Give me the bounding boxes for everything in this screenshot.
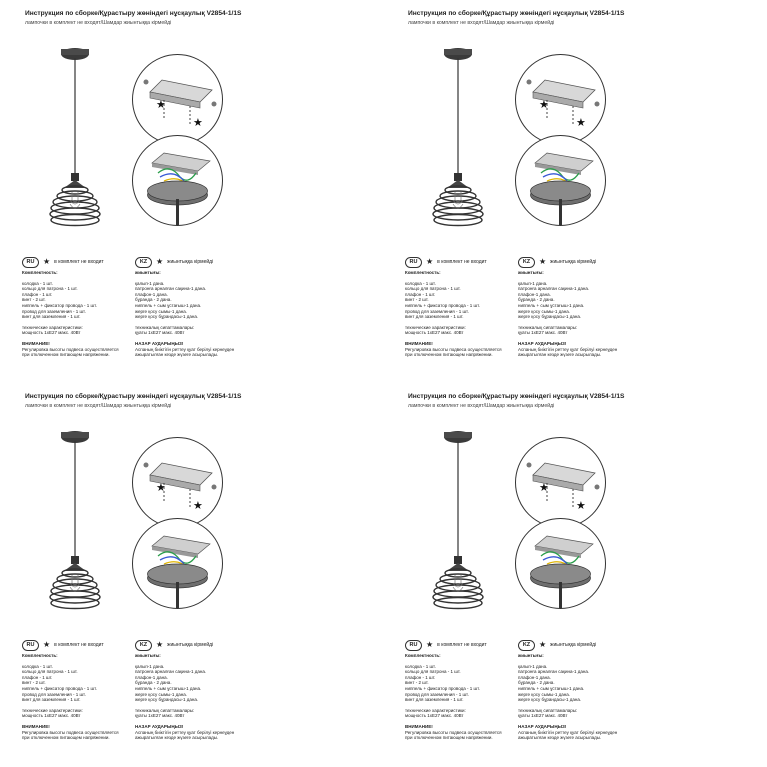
kz-item: жерге қосу сымы-1 дана. <box>135 691 187 697</box>
kz-item: қалып-1 дана. <box>518 663 548 669</box>
ru-star-note: в комплект не входит <box>54 259 104 265</box>
svg-text:★: ★ <box>156 98 166 111</box>
ru-item: колодка - 1 шт. <box>405 663 436 669</box>
ru-warning-line: при отключенном питающем напряжении. <box>405 352 493 358</box>
ru-badge: RU <box>405 640 422 651</box>
kz-contents-title: жиынтығы: <box>518 270 544 275</box>
ru-item: провод для заземления - 1 шт. <box>22 691 86 697</box>
star-icon: ★ <box>156 257 164 266</box>
ru-item: кольцо для патрона - 1 шт. <box>22 286 78 292</box>
kz-item: патронға арналған сақина-1 дана. <box>135 669 207 675</box>
ru-item: винт для заземления - 1 шт. <box>22 697 81 703</box>
ru-item: кольцо для патрона - 1 шт. <box>405 669 461 675</box>
pendant-lamp-illustration <box>20 423 130 623</box>
star-icon: ★ <box>156 640 164 649</box>
instruction-sheet <box>0 0 383 383</box>
language-row-kz <box>135 639 213 651</box>
ru-warning-line: Регулировка высоты подвеса осуществляется <box>22 729 119 735</box>
ru-badge: RU <box>22 257 39 268</box>
ru-item: провод для заземления - 1 шт. <box>405 308 469 314</box>
kz-warning-line: ажыратылған кезде жүзеге асырылады. <box>518 735 602 741</box>
kz-warning-title: НАЗАР АУДАРЫҢЫЗ! <box>135 723 184 729</box>
wiring-canopy-diagram <box>130 516 225 611</box>
kz-item: жерге қосу бұрандасы-1 дана. <box>518 314 582 320</box>
kz-warning-line: Аспаның биіктігін реттеу қуат берілуі кернеуден <box>135 346 235 352</box>
kz-item: патронға арналған сақина-1 дана. <box>518 286 590 292</box>
kz-star-note: жиынтыққа кірмейді <box>550 642 597 648</box>
kz-item: жерге қосу сымы-1 дана. <box>518 308 570 314</box>
star-icon: ★ <box>43 640 51 649</box>
language-row-kz <box>518 256 596 268</box>
ru-item: ниппель + фиксатор провода - 1 шт. <box>405 302 480 308</box>
svg-text:★: ★ <box>539 481 549 494</box>
kz-item: бұранда - 2 дана. <box>135 680 172 686</box>
ru-contents-title: Комплектность: <box>405 270 441 275</box>
ru-item: винт - 2 шт. <box>405 680 429 686</box>
kz-item: плафон-1 дана. <box>518 674 551 680</box>
ru-item: колодка - 1 шт. <box>22 663 53 669</box>
ru-item: колодка - 1 шт. <box>22 280 53 286</box>
ru-item: плафон - 1 шт. <box>405 291 436 297</box>
kz-star-note: жиынтыққа кірмейді <box>167 642 214 648</box>
kz-item: жерге қосу бұрандасы-1 дана. <box>135 314 199 320</box>
ru-star-note: в комплект не входит <box>437 259 487 265</box>
kz-item: патронға арналған сақина-1 дана. <box>518 669 590 675</box>
ru-item: провод для заземления - 1 шт. <box>405 691 469 697</box>
kz-warning-title: НАЗАР АУДАРЫҢЫЗ! <box>135 340 184 346</box>
pendant-lamp-illustration <box>403 40 513 240</box>
sheet-subtitle: лампочки в комплект не входят/Шамдар жиынтыққа кірмейді <box>408 20 555 26</box>
svg-text:★: ★ <box>156 481 166 494</box>
wiring-canopy-diagram <box>513 516 608 611</box>
star-icon: ★ <box>43 257 51 266</box>
ru-tech-title: технические характеристики: <box>22 324 83 330</box>
ru-warning-line: Регулировка высоты подвеса осуществляется <box>405 346 502 352</box>
ru-tech-value: мощность 1хE27 макс. 40Вт <box>405 330 464 336</box>
ru-text-column <box>405 270 517 358</box>
kz-warning-line: ажыратылған кезде жүзеге асырылады. <box>135 352 219 358</box>
ru-item: винт для заземления - 1 шт. <box>22 314 81 320</box>
ru-item: плафон - 1 шт. <box>405 674 436 680</box>
sheet-subtitle: лампочки в комплект не входят/Шамдар жиынтыққа кірмейді <box>25 403 172 409</box>
kz-item: ниппель + сым ұстағыш-1 дана. <box>518 302 585 308</box>
kz-badge: KZ <box>135 640 152 651</box>
language-row-ru <box>22 639 104 651</box>
kz-text-column <box>518 653 630 741</box>
kz-tech-value: қуаты 1хE27 макс. 40Вт <box>135 713 185 719</box>
kz-text-column <box>518 270 630 358</box>
svg-text:★: ★ <box>193 499 203 512</box>
kz-badge: KZ <box>518 640 535 651</box>
ru-item: винт для заземления - 1 шт. <box>405 314 464 320</box>
ru-item: винт - 2 шт. <box>22 680 46 686</box>
pendant-lamp-illustration <box>20 40 130 240</box>
ru-item: ниппель + фиксатор провода - 1 шт. <box>405 685 480 691</box>
ru-text-column <box>22 653 134 741</box>
ru-item: колодка - 1 шт. <box>405 280 436 286</box>
kz-tech-title: техникалық сипаттамалары: <box>135 707 195 713</box>
kz-item: жерге қосу бұрандасы-1 дана. <box>518 697 582 703</box>
kz-item: жерге қосу сымы-1 дана. <box>518 691 570 697</box>
ru-warning-title: ВНИМАНИЕ! <box>405 340 433 346</box>
sheet-title: Инструкция по сборке/Құрастыру жөніндегі нұсқаулық V2854-1/1S <box>408 10 625 17</box>
kz-contents-title: жиынтығы: <box>135 653 161 658</box>
ru-tech-title: технические характеристики: <box>405 707 466 713</box>
ru-warning-line: при отключенном питающем напряжении. <box>22 735 110 741</box>
ru-warning-line: Регулировка высоты подвеса осуществляется <box>22 346 119 352</box>
ru-contents-title: Комплектность: <box>22 653 58 658</box>
kz-item: бұранда - 2 дана. <box>135 297 172 303</box>
kz-text-column <box>135 270 247 358</box>
kz-tech-value: қуаты 1хE27 макс. 40Вт <box>135 330 185 336</box>
ru-item: винт для заземления - 1 шт. <box>405 697 464 703</box>
kz-warning-line: ажыратылған кезде жүзеге асырылады. <box>135 735 219 741</box>
sheet-title: Инструкция по сборке/Құрастыру жөніндегі нұсқаулық V2854-1/1S <box>25 10 242 17</box>
ru-warning-title: ВНИМАНИЕ! <box>22 723 50 729</box>
sheet-title: Инструкция по сборке/Құрастыру жөніндегі нұсқаулық V2854-1/1S <box>25 393 242 400</box>
kz-item: плафон-1 дана. <box>135 291 168 297</box>
kz-item: ниппель + сым ұстағыш-1 дана. <box>135 302 202 308</box>
svg-text:★: ★ <box>539 98 549 111</box>
language-row-ru <box>405 256 487 268</box>
ru-star-note: в комплект не входит <box>54 642 104 648</box>
language-row-ru <box>22 256 104 268</box>
kz-warning-title: НАЗАР АУДАРЫҢЫЗ! <box>518 723 567 729</box>
kz-badge: KZ <box>518 257 535 268</box>
kz-contents-title: жиынтығы: <box>135 270 161 275</box>
instruction-sheet <box>383 383 766 766</box>
ru-item: кольцо для патрона - 1 шт. <box>405 286 461 292</box>
pendant-lamp-illustration <box>403 423 513 623</box>
kz-item: жерге қосу бұрандасы-1 дана. <box>135 697 199 703</box>
ru-text-column <box>22 270 134 358</box>
ru-badge: RU <box>22 640 39 651</box>
ru-warning-line: при отключенном питающем напряжении. <box>22 352 110 358</box>
star-icon: ★ <box>426 257 434 266</box>
ru-tech-title: технические характеристики: <box>22 707 83 713</box>
kz-tech-title: техникалық сипаттамалары: <box>518 324 578 330</box>
language-row-kz <box>518 639 596 651</box>
kz-badge: KZ <box>135 257 152 268</box>
star-icon: ★ <box>426 640 434 649</box>
kz-item: қалып-1 дана. <box>518 280 548 286</box>
kz-item: бұранда - 2 дана. <box>518 680 555 686</box>
ru-item: ниппель + фиксатор провода - 1 шт. <box>22 302 97 308</box>
svg-text:★: ★ <box>576 499 586 512</box>
sheet-title: Инструкция по сборке/Құрастыру жөніндегі нұсқаулық V2854-1/1S <box>408 393 625 400</box>
ru-tech-title: технические характеристики: <box>405 324 466 330</box>
svg-text:★: ★ <box>576 116 586 129</box>
kz-warning-line: Аспаның биіктігін реттеу қуат берілуі кернеуден <box>135 729 235 735</box>
ru-text-column <box>405 653 517 741</box>
ru-item: провод для заземления - 1 шт. <box>22 308 86 314</box>
ru-star-note: в комплект не входит <box>437 642 487 648</box>
ru-warning-title: ВНИМАНИЕ! <box>22 340 50 346</box>
kz-tech-value: қуаты 1хE27 макс. 40Вт <box>518 330 568 336</box>
ru-item: кольцо для патрона - 1 шт. <box>22 669 78 675</box>
kz-tech-value: қуаты 1хE27 макс. 40Вт <box>518 713 568 719</box>
kz-item: қалып-1 дана. <box>135 280 165 286</box>
kz-item: жерге қосу сымы-1 дана. <box>135 308 187 314</box>
star-icon: ★ <box>539 640 547 649</box>
instruction-sheet <box>383 0 766 383</box>
kz-item: ниппель + сым ұстағыш-1 дана. <box>518 685 585 691</box>
ru-item: плафон - 1 шт. <box>22 674 53 680</box>
kz-warning-title: НАЗАР АУДАРЫҢЫЗ! <box>518 340 567 346</box>
ru-contents-title: Комплектность: <box>22 270 58 275</box>
language-row-kz <box>135 256 213 268</box>
ru-item: винт - 2 шт. <box>22 297 46 303</box>
ru-tech-value: мощность 1хE27 макс. 40Вт <box>405 713 464 719</box>
kz-item: бұранда - 2 дана. <box>518 297 555 303</box>
ru-tech-value: мощность 1хE27 макс. 40Вт <box>22 713 81 719</box>
ru-contents-title: Комплектность: <box>405 653 441 658</box>
ru-warning-line: при отключенном питающем напряжении. <box>405 735 493 741</box>
instruction-sheet <box>0 383 383 766</box>
star-icon: ★ <box>539 257 547 266</box>
kz-star-note: жиынтыққа кірмейді <box>550 259 597 265</box>
kz-tech-title: техникалық сипаттамалары: <box>518 707 578 713</box>
kz-tech-title: техникалық сипаттамалары: <box>135 324 195 330</box>
language-row-ru <box>405 639 487 651</box>
kz-item: плафон-1 дана. <box>135 674 168 680</box>
wiring-canopy-diagram <box>130 133 225 228</box>
ru-warning-line: Регулировка высоты подвеса осуществляется <box>405 729 502 735</box>
kz-item: қалып-1 дана. <box>135 663 165 669</box>
svg-text:★: ★ <box>193 116 203 129</box>
sheet-subtitle: лампочки в комплект не входят/Шамдар жиынтыққа кірмейді <box>408 403 555 409</box>
kz-item: ниппель + сым ұстағыш-1 дана. <box>135 685 202 691</box>
kz-warning-line: Аспаның биіктігін реттеу қуат берілуі кернеуден <box>518 729 618 735</box>
sheet-subtitle: лампочки в комплект не входят/Шамдар жиынтыққа кірмейді <box>25 20 172 26</box>
kz-star-note: жиынтыққа кірмейді <box>167 259 214 265</box>
kz-warning-line: Аспаның биіктігін реттеу қуат берілуі кернеуден <box>518 346 618 352</box>
kz-text-column <box>135 653 247 741</box>
ru-badge: RU <box>405 257 422 268</box>
ru-warning-title: ВНИМАНИЕ! <box>405 723 433 729</box>
ru-item: ниппель + фиксатор провода - 1 шт. <box>22 685 97 691</box>
kz-contents-title: жиынтығы: <box>518 653 544 658</box>
kz-item: патронға арналған сақина-1 дана. <box>135 286 207 292</box>
ru-tech-value: мощность 1хE27 макс. 40Вт <box>22 330 81 336</box>
wiring-canopy-diagram <box>513 133 608 228</box>
ru-item: плафон - 1 шт. <box>22 291 53 297</box>
kz-item: плафон-1 дана. <box>518 291 551 297</box>
kz-warning-line: ажыратылған кезде жүзеге асырылады. <box>518 352 602 358</box>
ru-item: винт - 2 шт. <box>405 297 429 303</box>
